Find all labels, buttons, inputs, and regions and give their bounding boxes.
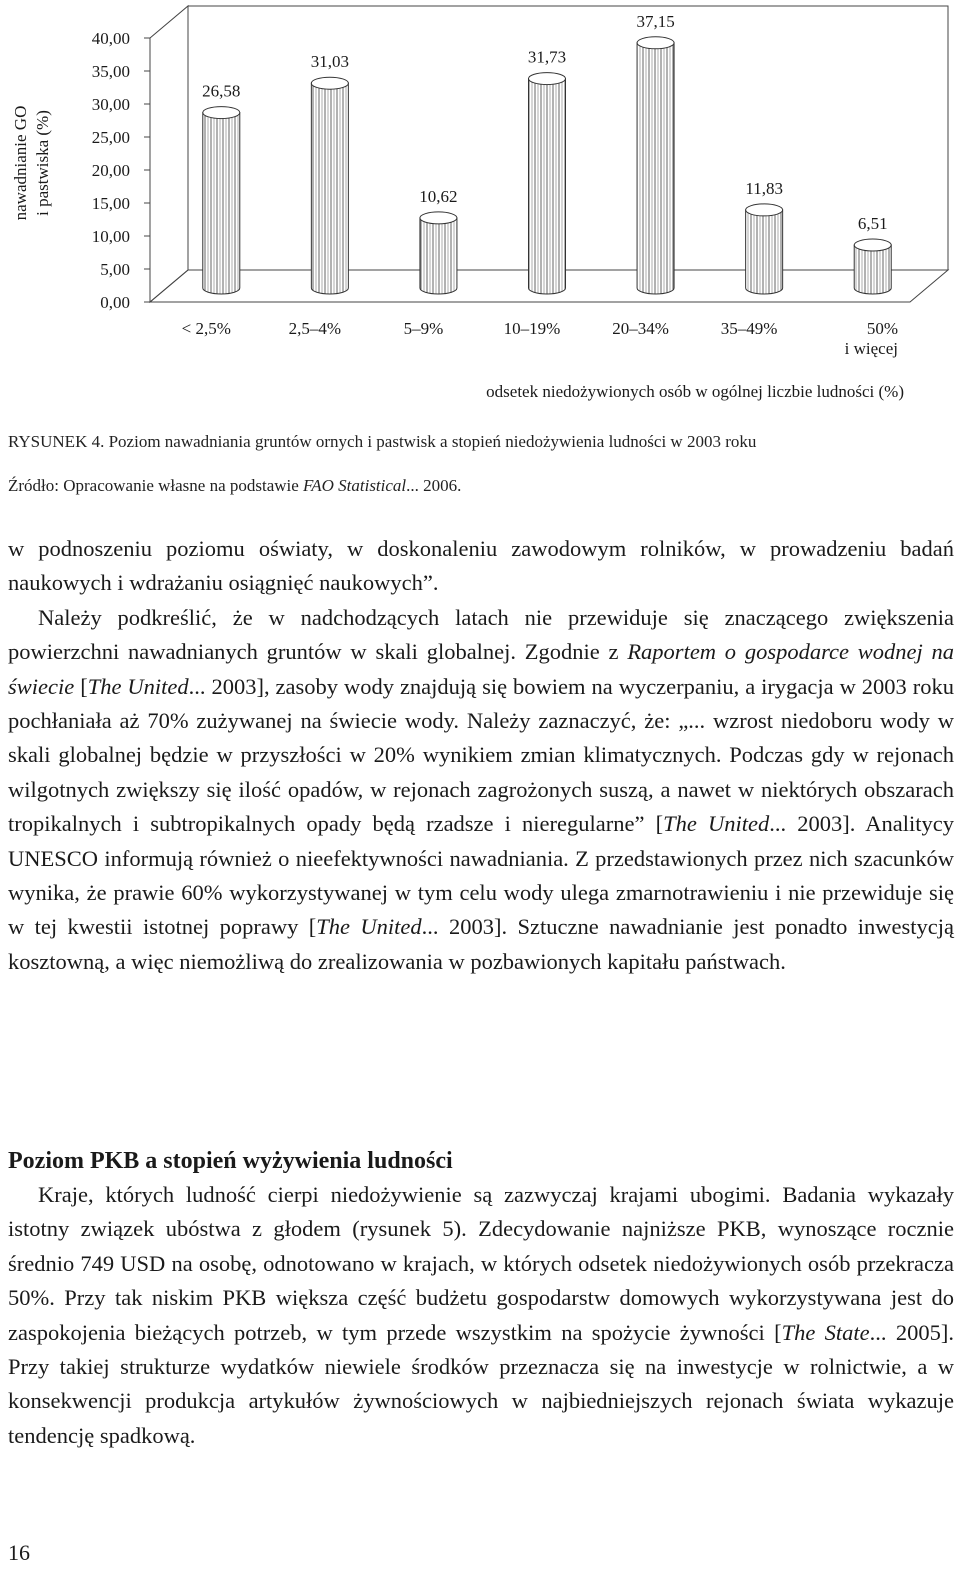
x-tick-label: < 2,5%: [181, 319, 231, 338]
p2-text-c: [: [74, 673, 88, 699]
source-prefix: Źródło: Opracowanie własne na podstawie: [8, 476, 304, 495]
bar-chart: [0, 0, 960, 420]
bar-top: [529, 73, 566, 85]
bar: [528, 48, 566, 294]
left-wall: [150, 6, 188, 302]
back-wall: [188, 6, 948, 270]
x-tick-label: 35–49%: [720, 319, 778, 338]
bars-group: [202, 12, 891, 294]
x-axis-label: odsetek niedożywionych osób w ogólnej liczbie ludności (%): [486, 382, 904, 401]
x-axis: [182, 319, 898, 358]
paragraph-2: [8, 601, 954, 979]
bar-top: [311, 77, 348, 89]
bar-top: [637, 37, 674, 49]
bar-body: [854, 245, 891, 294]
figure-source: [8, 476, 461, 496]
paragraph-1: w podnoszeniu poziomu oświaty, w doskonaleniu zawodowym rolników, w prowadzeniu badań naukowych i wdrażaniu osiągnięć naukowych”.: [8, 536, 954, 596]
p2-title-raport: Raportem o gospodarce wodnej na świecie: [8, 639, 954, 699]
p2-cite-1: The United: [87, 673, 189, 699]
bar-value-label: 31,73: [527, 47, 567, 67]
bar-body: [311, 83, 348, 294]
p2-text-a: Należy podkreślić, że w nadchodzących latach nie przewiduje się znaczącego zwiększenia powierzchni nawadnianych gruntów w skali globalnej. Zgodnie z: [8, 604, 954, 665]
y-tick-label: 10,00: [91, 227, 130, 246]
paragraph-3: [8, 1178, 954, 1453]
x-tick-label: 10–19%: [503, 319, 561, 338]
body-text-lower: [8, 1178, 954, 1453]
y-tick-label: 30,00: [91, 95, 130, 114]
bar: [854, 214, 891, 294]
y-tick-label: 20,00: [91, 161, 130, 180]
y-tick-label: 40,00: [91, 29, 130, 48]
source-suffix: ... 2006.: [406, 476, 462, 495]
p3-text-a: Kraje, których ludność cierpi niedożywienie są zazwyczaj krajami ubogimi. Badania wykazały istotny związek ubóstwa z głodem (rysunek 5). Zdecydowanie najniższe PKB, wynoszące rocznie średnio 749 USD na osobę, odnotowano w krajach, w których odsetek niedożywionych osób przekracza 50%. Przy tak niskim PKB większa część budżetu gospodarstw domowych wykorzystywana jest do zaspokojenia bieżących potrzeb, w tym przede wszystkim na spożycie żywności [: [8, 1182, 954, 1345]
bar: [202, 82, 240, 294]
bar: [419, 187, 457, 294]
p2-cite-3: The United: [316, 914, 422, 940]
p2-text-e: ... 2003], zasoby wody znajdują się bowiem na wyczerpaniu, a irygacja w 2003 roku pochłaniała aż 70% zużywanej na świecie wody. Należy zaznaczyć, że: „... wzrost niedoboru wody w skali globalnej będzie w przyszłości w 20% wynikiem zmian klimatycznych. Podczas gdy w rejonach wilgotnych zwiększy się ilość opadów, w rejonach zagrożonych suszą, a nawet w niektórych obszarach tropikalnych i subtropikalnych opady będą rzadsze i nieregularne” [: [8, 673, 954, 837]
p3-text-c: ... 2005]. Przy takiej strukturze wydatków niewiele środków przeznacza się na inwestycje w rolnictwie, a w konsekwencji produkcja artykułów żywnościowych w najbiedniejszych rejonach świata wykazuje tendencję spadkową.: [8, 1319, 954, 1448]
bar-value-label: 26,58: [202, 81, 241, 101]
y-tick-label: 25,00: [91, 128, 130, 147]
y-tick-label: 0,00: [100, 293, 130, 312]
p2-text-g: ... 2003]. Analitycy UNESCO informują również o nieefektywności nawadniania. Z przedstawionych przez nich szacunków wynika, że prawie 60% wykorzystywanej w tym celu wody ulega zmarnotrawieniu i nie przewiduje się w tej kwestii istotnej poprawy [: [8, 811, 954, 940]
bar-value-label: 11,83: [745, 178, 783, 198]
y-axis-label-line2: i pastwiska (%): [33, 110, 52, 216]
bar-body: [746, 210, 783, 294]
bar-body: [637, 43, 674, 294]
x-tick-label: 20–34%: [612, 319, 669, 338]
bar-top: [203, 107, 240, 119]
bar-top: [746, 204, 783, 216]
y-tick-label: 5,00: [100, 260, 130, 279]
y-axis-label-line1: nawadnianie GO: [11, 105, 30, 221]
y-axis: [92, 29, 150, 312]
page-number: 16: [8, 1540, 30, 1565]
bar: [636, 12, 674, 294]
bar-body: [203, 113, 240, 294]
bar-value-label: 6,51: [857, 214, 888, 234]
bar-body: [529, 79, 566, 294]
bar-value-label: 37,15: [636, 11, 675, 31]
section-heading: Poziom PKB a stopień wyżywienia ludności: [8, 1148, 453, 1174]
x-tick-label-line: i więcej: [844, 339, 898, 358]
p2-text-i: ... 2003]. Sztuczne nawadnianie jest ponadto inwestycją kosztowną, a więc niemożliwą do zrealizowania w pozbawionych kapitału państwach.: [8, 914, 954, 974]
bar: [745, 179, 783, 294]
bar-value-label: 31,03: [310, 52, 349, 72]
y-tick-label: 35,00: [91, 62, 130, 81]
p2-cite-2: The United: [663, 811, 770, 837]
body-text-upper: [8, 532, 954, 979]
x-tick-label: 2,5–4%: [288, 319, 342, 338]
bar-body: [420, 218, 457, 294]
p3-cite: The State: [781, 1319, 870, 1345]
bar-top: [420, 212, 457, 224]
x-tick-label-line: 50%: [866, 319, 898, 338]
x-tick-label: [845, 319, 898, 358]
bar-value-label: 10,62: [419, 186, 458, 206]
x-tick-label: 5–9%: [403, 319, 444, 338]
y-tick-label: 15,00: [91, 194, 130, 213]
bar-top: [854, 239, 891, 251]
source-title: FAO Statistical: [303, 476, 407, 495]
bar: [311, 52, 349, 294]
figure-caption: RYSUNEK 4. Poziom nawadniania gruntów ornych i pastwisk a stopień niedożywienia ludności w 2003 roku: [8, 432, 757, 451]
